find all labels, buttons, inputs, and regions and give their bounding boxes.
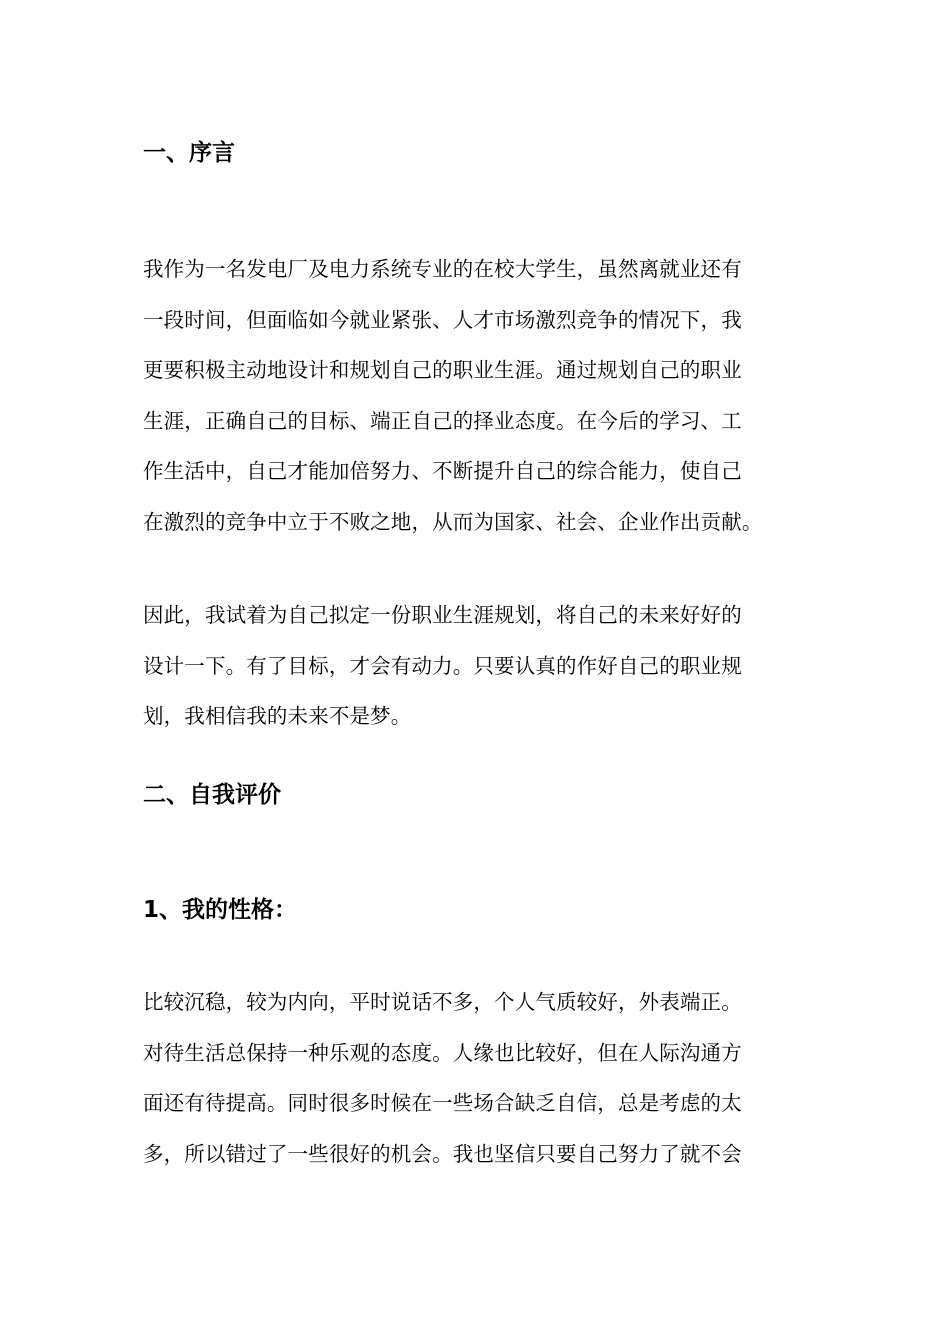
text-line: 多，所以错过了一些很好的机会。我也坚信只要自己努力了就不会 [143, 1141, 742, 1166]
text-line: 作生活中，自己才能加倍努力、不断提升自己的综合能力，使自己 [143, 459, 742, 483]
text-line: 生涯，正确自己的目标、端正自己的择业态度。在今后的学习、工 [143, 408, 742, 433]
text-line: 更要积极主动地设计和规划自己的职业生涯。通过规划自己的职业 [143, 358, 742, 382]
text-line: 面还有待提高。同时很多时候在一些场合缺乏自信，总是考虑的太 [143, 1091, 742, 1115]
preface-paragraph-1 [143, 244, 823, 547]
text-line: 划，我相信我的未来不是梦。 [143, 704, 412, 728]
preface-paragraph-2 [143, 590, 823, 742]
section-heading-self-evaluation: 二、自我评价 [143, 782, 281, 808]
text-line: 一段时间，但面临如今就业紧张、人才市场激烈竞争的情况下，我 [143, 307, 742, 332]
text-line: 比较沉稳，较为内向，平时说话不多，个人气质较好，外表端正。 [143, 990, 742, 1014]
text-line: 我作为一名发电厂及电力系统专业的在校大学生，虽然离就业还有 [143, 257, 742, 281]
subheading-personality: 1、我的性格： [143, 897, 298, 923]
personality-paragraph [143, 977, 823, 1179]
section-heading-preface: 一、序言 [143, 140, 235, 166]
text-line: 在激烈的竞争中立于不败之地，从而为国家、社会、企业作出贡献。 [143, 509, 763, 534]
text-line: 设计一下。有了目标，才会有动力。只要认真的作好自己的职业规 [143, 653, 742, 678]
text-line: 因此，我试着为自己拟定一份职业生涯规划，将自己的未来好好的 [143, 603, 742, 627]
text-line: 对待生活总保持一种乐观的态度。人缘也比较好，但在人际沟通方 [143, 1040, 742, 1065]
